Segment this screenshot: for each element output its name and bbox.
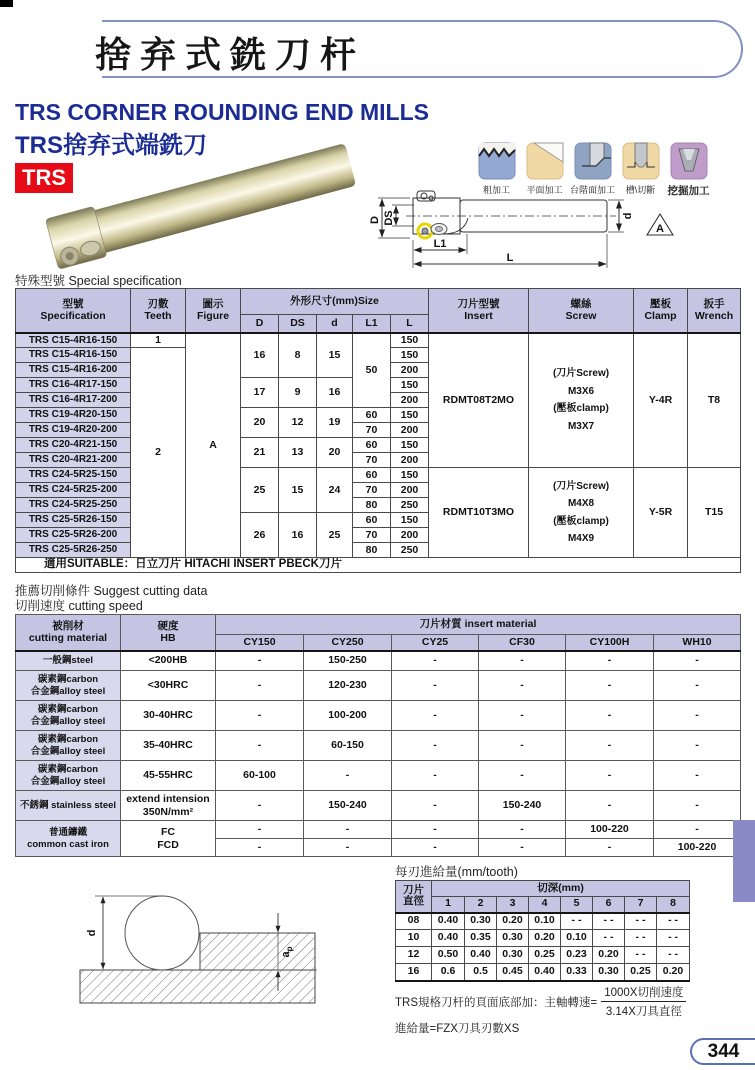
icon-label: 粗加工 [482, 185, 510, 195]
grade-header: CY100H [566, 635, 654, 651]
table-row: 碳素鋼carbon 合金鋼alloy steel 35-40HRC - 60-150 - - - - [16, 731, 741, 761]
dim-label-ap: $a_p$ [280, 946, 294, 958]
table-row: TRS C19-4R20-150 20 12 19 60 150 [16, 408, 741, 423]
product-title-zh: TRS捨弃式端銑刀 [15, 132, 207, 159]
series-badge: TRS [15, 163, 73, 193]
col-header-insert: 刀片型號 Insert [429, 289, 529, 333]
col-header-depth: 切深(mm) [432, 881, 690, 897]
table-row: TRS C20-4R21-200 70 200 [16, 453, 741, 468]
step-face-machining-icon [574, 142, 612, 180]
icon-label: 挖掘加工 [667, 185, 710, 197]
slot-cutoff-icon [622, 142, 660, 180]
excavate-machining-icon [670, 142, 708, 180]
table-row: 16 0.6 0.5 0.45 0.40 0.33 0.30 0.25 0.20 [396, 964, 690, 981]
table-row: 不銹鋼 stainless steel extend intension 350N/mm² - 150-240 - 150-240 - - [16, 791, 741, 821]
table-row: TRS C25-5R26-250 80 250 [16, 543, 741, 558]
table-row: 普通鑄鐵 common cast iron FC FCD - - - - 100-220 - [16, 821, 741, 839]
col-header-screw: 螺絲 Screw [529, 289, 634, 333]
page-number: 344 [690, 1038, 755, 1065]
cutting-data-heading: 推薦切削條件 Suggest cutting data [15, 584, 208, 598]
icon-label: 槽\切斷 [625, 185, 656, 195]
grade-header: CF30 [479, 635, 566, 651]
icon-label: 平面加工 [526, 185, 563, 195]
dim-label-D: D [369, 216, 381, 224]
rough-machining-icon [478, 142, 516, 180]
page-title: 捨弃式銑刀杆 [95, 34, 366, 75]
table-row: TRS C24-5R25-150 25 15 24 60 150 RDMT10T3MO (刀片Screw) M4X8 (壓板clamp) M4X9 Y-5R T15 [16, 468, 741, 483]
dim-label-L: L [506, 252, 514, 264]
grade-header: CY250 [304, 635, 392, 651]
table-row: TRS C16-4R17-200 200 [16, 393, 741, 408]
print-corner-mark [0, 0, 13, 7]
col-header-wrench: 扳手 Wrench [688, 289, 741, 333]
col-header-cutting-material: 被削材 cutting material [16, 615, 121, 651]
cutting-speed-table [15, 614, 741, 857]
col-header-size: 外形尺寸(mm)Size [241, 289, 429, 315]
table-row: 08 0.40 0.30 0.20 0.10 - - - - - - - - [396, 913, 690, 930]
figure-mark-A: A [656, 223, 664, 235]
feed-table-title: 每刃進給量(mm/tooth) [395, 865, 518, 879]
dim-label-d: d [86, 929, 98, 937]
grade-header: WH10 [654, 635, 741, 651]
table-row: TRS C15-4R16-150 2 150 [16, 348, 741, 363]
table-row: TRS C15-4R16-150 1 A 16 8 15 50 150 RDMT08T2MO (刀片Screw) M3X6 (壓板clamp) M3X7 Y-4R T8 [16, 333, 741, 348]
col-header-d: d [317, 315, 353, 333]
depth-of-cut-diagram [60, 865, 390, 1030]
col-header-DS: DS [279, 315, 317, 333]
table-row: - - - - - 100-220 [16, 839, 741, 857]
col-header-insert-material: 刀片材質 insert material [216, 615, 741, 635]
col-header-hardness: 硬度 HB [121, 615, 216, 651]
col-header-specification: 型號 Specification [16, 289, 131, 333]
table-row: TRS C20-4R21-150 21 13 20 60 150 [16, 438, 741, 453]
suitable-note-row: 適用SUITABLE：日立刀片 HITACHI INSERT PBECK刀片 [16, 558, 741, 573]
table-row: 12 0.50 0.40 0.30 0.25 0.23 0.20 - - - - [396, 947, 690, 964]
table-row: 10 0.40 0.35 0.30 0.20 0.10 - - - - - - [396, 930, 690, 947]
spindle-speed-note: TRS規格刀杆的頁面底部加：主軸轉速= $\frac{\text{1000X切削速度}}{\text{3.14X刀具直徑}}$ [395, 984, 686, 1019]
face-machining-icon [526, 142, 564, 180]
table-row: 碳素鋼carbon 合金鋼alloy steel <30HRC - 120-230 - - - - [16, 671, 741, 701]
feed-per-tooth-table: 刀片 直徑 切深(mm) 1 2 3 4 5 6 7 8 08 0.40 0.30 0.20 0.10 - - - - - - - - 10 0.40 0.35 0.30 0.20 0.10 - - - - - - 12 0.50 0.40 0.30 0.25 0.23 0.20 - - - - 16 0.6 0.5 0.45 0.40 0.33 0.30 0.25 0.20 [395, 880, 690, 982]
table-row: 一般鋼steel <200HB - 150-250 - - - - [16, 651, 741, 671]
table-row: TRS C25-5R26-150 26 16 25 60 150 [16, 513, 741, 528]
tool-body-photo [45, 139, 357, 269]
col-header-figure: 圖示 Figure [186, 289, 241, 333]
col-header-insert-diameter: 刀片 直徑 [396, 881, 432, 913]
col-header-L: L [391, 315, 429, 333]
table-row: 碳素鋼carbon 合金鋼alloy steel 30-40HRC - 100-200 - - - - [16, 701, 741, 731]
product-photo [15, 136, 380, 274]
spec-table [15, 288, 741, 573]
grade-header: CY25 [392, 635, 479, 651]
col-header-clamp: 壓板 Clamp [634, 289, 688, 333]
col-header-L1: L1 [353, 315, 391, 333]
table-row: TRS C16-4R17-150 17 9 16 150 [16, 378, 741, 393]
cutting-speed-heading: 切削速度 cutting speed [15, 599, 143, 613]
dim-label-d: d [622, 212, 634, 220]
table-row: TRS C15-4R16-200 200 [16, 363, 741, 378]
dim-label-L1: L1 [433, 238, 447, 250]
speed-formula-fraction: $\frac{\text{1000X切削速度}}{\text{3.14X刀具直徑}}$ [601, 984, 686, 1019]
spec-section-heading: 特殊型號 Special specification [15, 274, 182, 288]
col-header-teeth: 刃數 Teeth [131, 289, 186, 333]
tool-dimension-diagram [368, 186, 753, 281]
grade-header: CY150 [216, 635, 304, 651]
icon-label: 台階面加工 [570, 185, 616, 195]
product-title-en: TRS CORNER ROUNDING END MILLS [15, 99, 429, 125]
page-edge-tab [733, 820, 755, 902]
table-row: TRS C24-5R25-250 80 250 [16, 498, 741, 513]
table-row: TRS C25-5R26-200 70 200 [16, 528, 741, 543]
col-header-D: D [241, 315, 279, 333]
table-row: 碳素鋼carbon 合金鋼alloy steel 45-55HRC 60-100 - - - - - [16, 761, 741, 791]
table-row: TRS C24-5R25-200 70 200 [16, 483, 741, 498]
table-row: TRS C19-4R20-200 70 200 [16, 423, 741, 438]
feed-formula-note: 進給量=FZX刀具刃數XS [395, 1023, 520, 1035]
dim-label-DS: DS [383, 210, 395, 226]
